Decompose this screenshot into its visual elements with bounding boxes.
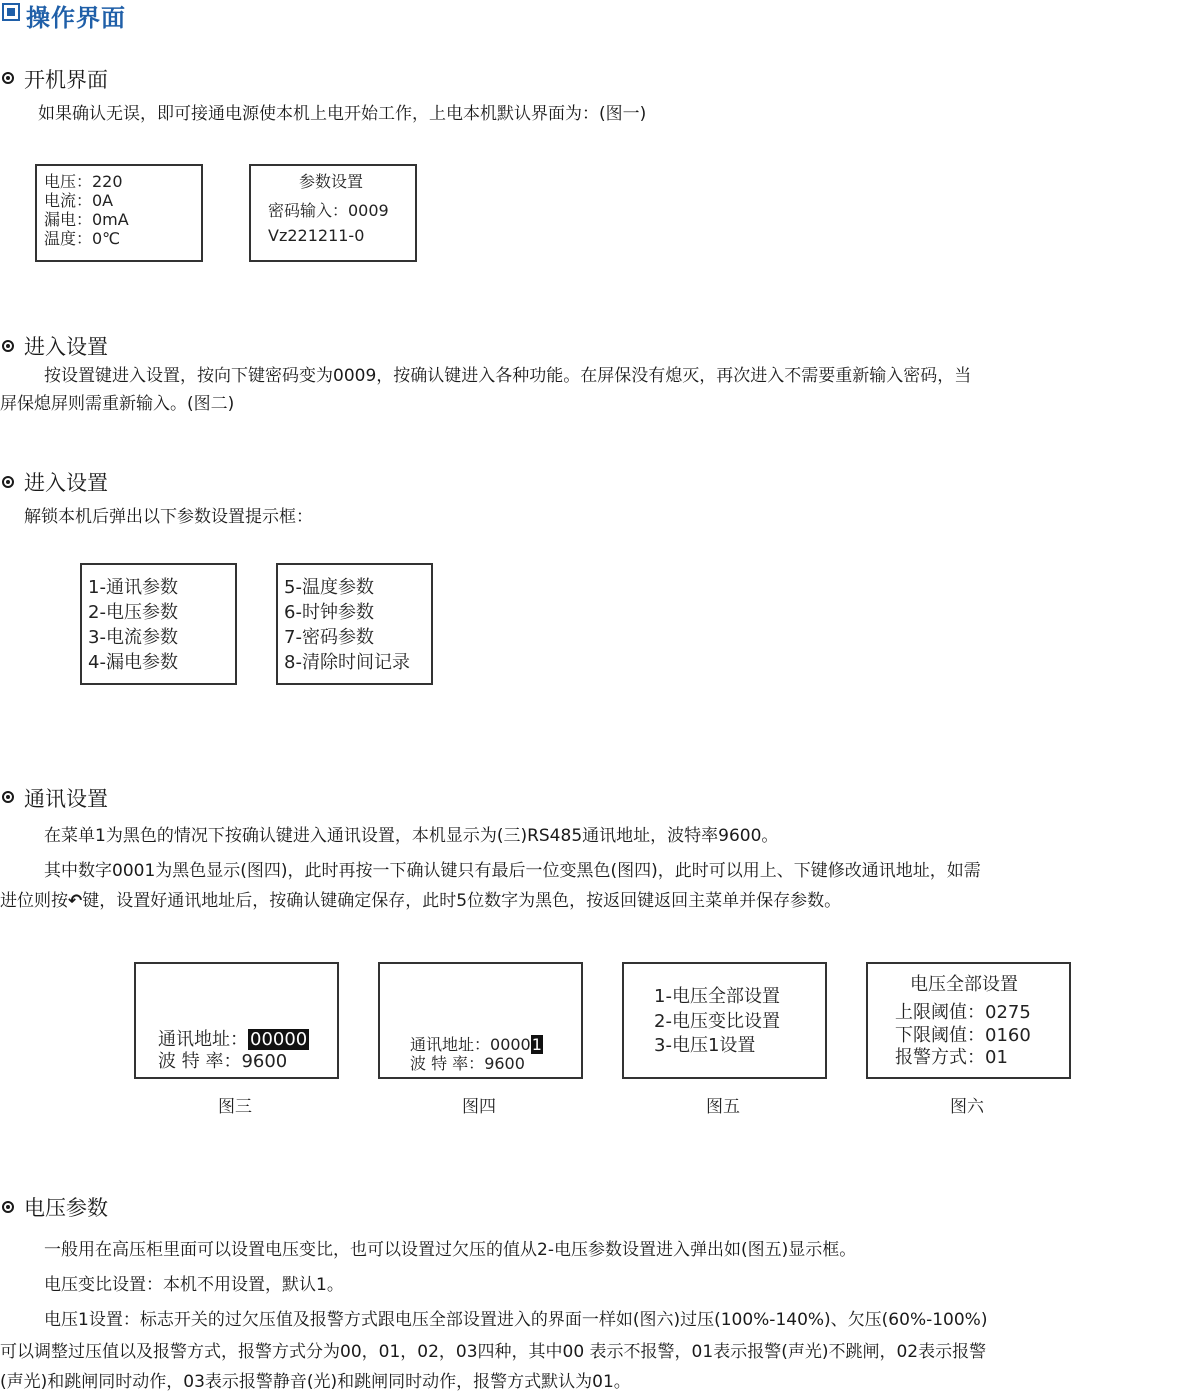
- comm-text-line3: [0, 887, 841, 916]
- lcd-line: 温度：0℃: [44, 229, 121, 248]
- menu-item: 3-电压1设置: [654, 1035, 756, 1056]
- comm-address-row: [410, 1037, 543, 1053]
- startup-text: 如果确认无误，即可接通电源使本机上电开始工作，上电本机默认界面为：(图一): [38, 104, 647, 124]
- section-title-enter-settings: 进入设置: [24, 335, 108, 359]
- comm-address-row: [158, 1031, 309, 1049]
- voltage-text-line2: 电压变比设置：本机不用设置，默认1。: [44, 1275, 344, 1295]
- menu-item: 3-电流参数: [88, 627, 178, 648]
- address-value: 0000: [490, 1035, 531, 1054]
- menu-item: 4-漏电参数: [88, 652, 178, 673]
- lcd-figure-6: [866, 962, 1071, 1079]
- baud-value: 9600: [241, 1051, 288, 1072]
- lcd-menu-right: [276, 563, 433, 685]
- figure-caption-3: 图三: [218, 1097, 252, 1117]
- lcd-line: 电流：0A: [44, 191, 114, 210]
- bullet-icon: [2, 476, 14, 488]
- voltage-text-line5: (声光)和跳闸同时动作，03表示报警静音(光)和跳闸同时动作，报警方式默认为01。: [0, 1372, 631, 1392]
- address-value: 00000: [250, 1029, 308, 1050]
- baud-label: 波 特 率：: [158, 1051, 242, 1072]
- figure-caption-4: 图四: [462, 1097, 496, 1117]
- lcd-figure-1a: [35, 164, 203, 262]
- menu-item: 1-通讯参数: [88, 577, 178, 598]
- voltage-text-line3: 电压1设置：标志开关的过欠压值及报警方式跟电压全部设置进入的界面一样如(图六)过压(100%-140%)、欠压(60%-100%): [44, 1310, 988, 1330]
- lcd-figure-5: [622, 962, 827, 1079]
- bullet-icon: [2, 340, 14, 352]
- lcd-title: 电压全部设置: [910, 974, 1018, 995]
- lcd-figure-3: [134, 962, 339, 1079]
- lcd-figure-4: [378, 962, 583, 1079]
- figure-caption-5: 图五: [706, 1097, 740, 1117]
- voltage-text-line4: 可以调整过压值以及报警方式，报警方式分为00，01，02，03四种，其中00 表示不报警，01表示报警(声光)不跳闸，02表示报警: [0, 1342, 987, 1362]
- bullet-icon: [2, 72, 14, 84]
- page-title: 操作界面: [26, 4, 126, 32]
- address-last-digit: 1: [531, 1035, 542, 1054]
- menu-item: 1-电压全部设置: [654, 986, 780, 1007]
- menu-item: 7-密码参数: [284, 627, 374, 648]
- address-label: 通讯地址：: [410, 1035, 491, 1054]
- comm-text-line2: 其中数字0001为黑色显示(图四)，此时再按一下确认键只有最后一位变黑色(图四)，此时可以用上、下键修改通讯地址，如需: [44, 861, 981, 881]
- bullet-icon: [2, 791, 14, 803]
- comm-text-part-a: 进位则按: [0, 891, 68, 911]
- unlock-text: 解锁本机后弹出以下参数设置提示框：: [24, 507, 313, 527]
- section-title-startup: 开机界面: [24, 68, 108, 92]
- baud-row: [410, 1056, 525, 1072]
- address-label: 通讯地址：: [158, 1029, 248, 1050]
- lcd-line: 密码输入：0009: [268, 201, 389, 220]
- bullet-icon: [2, 1201, 14, 1213]
- comm-text-part-b: 键，设置好通讯地址后，按确认键确定保存，此时5位数字为黑色，按返回键返回主菜单并保存参数。: [82, 891, 842, 911]
- menu-item: 8-清除时间记录: [284, 652, 410, 673]
- section-title-comm: 通讯设置: [24, 787, 108, 811]
- lcd-line: 漏电：0mA: [44, 210, 129, 229]
- figure-caption-6: 图六: [950, 1097, 984, 1117]
- menu-item: 2-电压参数: [88, 602, 178, 623]
- section-title-voltage: 电压参数: [24, 1196, 108, 1220]
- setting-line: 下限阈值：0160: [895, 1025, 1031, 1046]
- baud-value: 9600: [484, 1054, 525, 1073]
- section-title-enter-settings-2: 进入设置: [24, 471, 108, 495]
- menu-item: 5-温度参数: [284, 577, 374, 598]
- setting-line: 报警方式：01: [895, 1047, 1008, 1068]
- menu-item: 6-时钟参数: [284, 602, 374, 623]
- menu-item: 2-电压变比设置: [654, 1011, 780, 1032]
- lcd-figure-1b: [249, 164, 417, 262]
- return-arrow-icon: ↶: [68, 891, 83, 911]
- lcd-line: Vz221211-0: [268, 226, 365, 245]
- settings-text-line2: 屏保熄屏则需重新输入。(图二): [0, 394, 235, 414]
- baud-label: 波 特 率：: [410, 1054, 485, 1073]
- lcd-menu-left: [80, 563, 237, 685]
- baud-row: [158, 1053, 287, 1071]
- setting-line: 上限阈值：0275: [895, 1002, 1031, 1023]
- settings-text-line1: 按设置键进入设置，按向下键密码变为0009，按确认键进入各种功能。在屏保没有熄灭，再次进入不需要重新输入密码，当: [44, 366, 972, 386]
- voltage-text-line1: 一般用在高压柜里面可以设置电压变比，也可以设置过欠压的值从2-电压参数设置进入弹出如(图五)显示框。: [44, 1240, 857, 1260]
- title-square-icon: [2, 3, 20, 21]
- comm-text-line1: 在菜单1为黑色的情况下按确认键进入通讯设置，本机显示为(三)RS485通讯地址，波特率9600。: [44, 826, 779, 846]
- lcd-title: 参数设置: [299, 172, 364, 191]
- lcd-line: 电压：220: [44, 172, 123, 191]
